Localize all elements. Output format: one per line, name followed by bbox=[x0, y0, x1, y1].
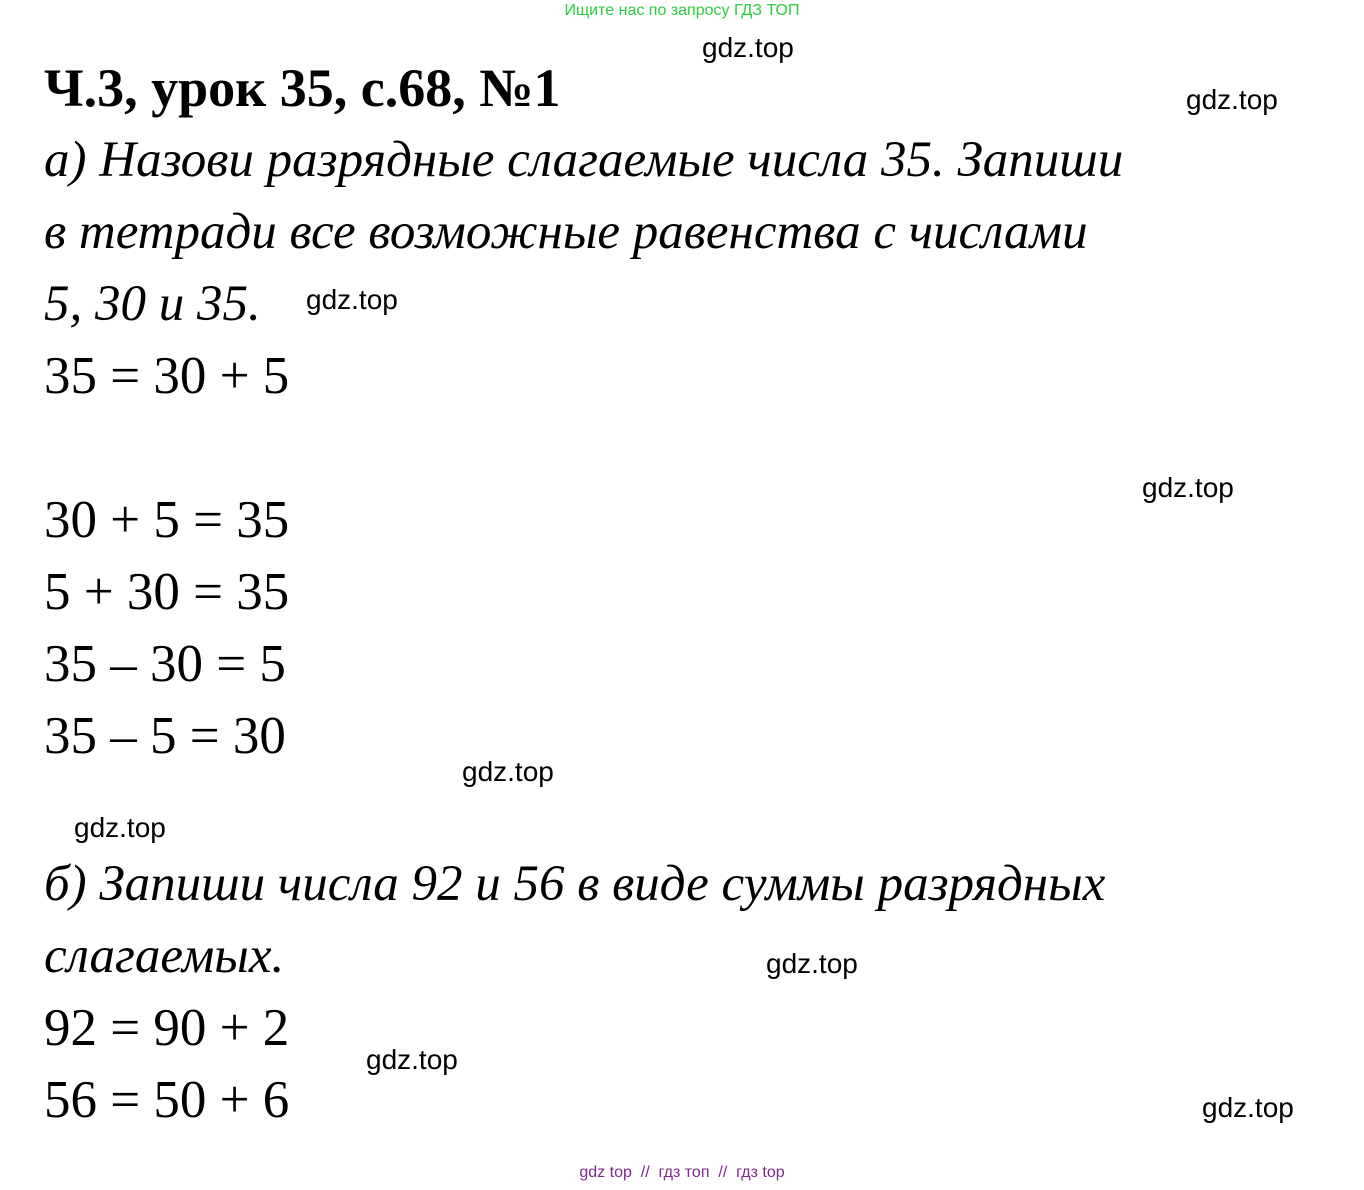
watermark: gdz.top bbox=[306, 284, 398, 315]
watermark: gdz.top bbox=[766, 948, 858, 979]
task-b-line-1: б) Запиши числа 92 и 56 в виде суммы разрядных bbox=[44, 856, 1106, 912]
search-hint-banner: Ищите нас по запросу ГДЗ ТОП bbox=[564, 2, 800, 19]
page-title: Ч.3, урок 35, с.68, №1 bbox=[44, 58, 561, 118]
watermark: gdz.top bbox=[702, 32, 794, 63]
task-a-line-1: а) Назови разрядные слагаемые числа 35. Запиши bbox=[44, 132, 1124, 188]
watermark: gdz.top bbox=[462, 756, 554, 787]
watermark: gdz.top bbox=[1202, 1092, 1294, 1123]
watermark: gdz.top bbox=[366, 1044, 458, 1075]
equation-a-4: 35 – 5 = 30 bbox=[44, 707, 286, 765]
equation-a-1: 30 + 5 = 35 bbox=[44, 491, 290, 549]
watermark: gdz.top bbox=[1142, 472, 1234, 503]
equation-a-2: 5 + 30 = 35 bbox=[44, 563, 290, 621]
task-b-line-2: слагаемых. bbox=[44, 928, 285, 984]
footer-links: gdz top // гдз топ // гдз top bbox=[579, 1164, 785, 1181]
answer-a-main: 35 = 30 + 5 bbox=[44, 347, 290, 405]
equation-b-2: 56 = 50 + 6 bbox=[44, 1071, 290, 1129]
watermark: gdz.top bbox=[1186, 84, 1278, 115]
task-a-line-2: в тетради все возможные равенства с числами bbox=[44, 204, 1088, 260]
watermark: gdz.top bbox=[74, 812, 166, 843]
equation-a-3: 35 – 30 = 5 bbox=[44, 635, 286, 693]
task-a-line-3: 5, 30 и 35. bbox=[44, 276, 261, 332]
equation-b-1: 92 = 90 + 2 bbox=[44, 999, 290, 1057]
